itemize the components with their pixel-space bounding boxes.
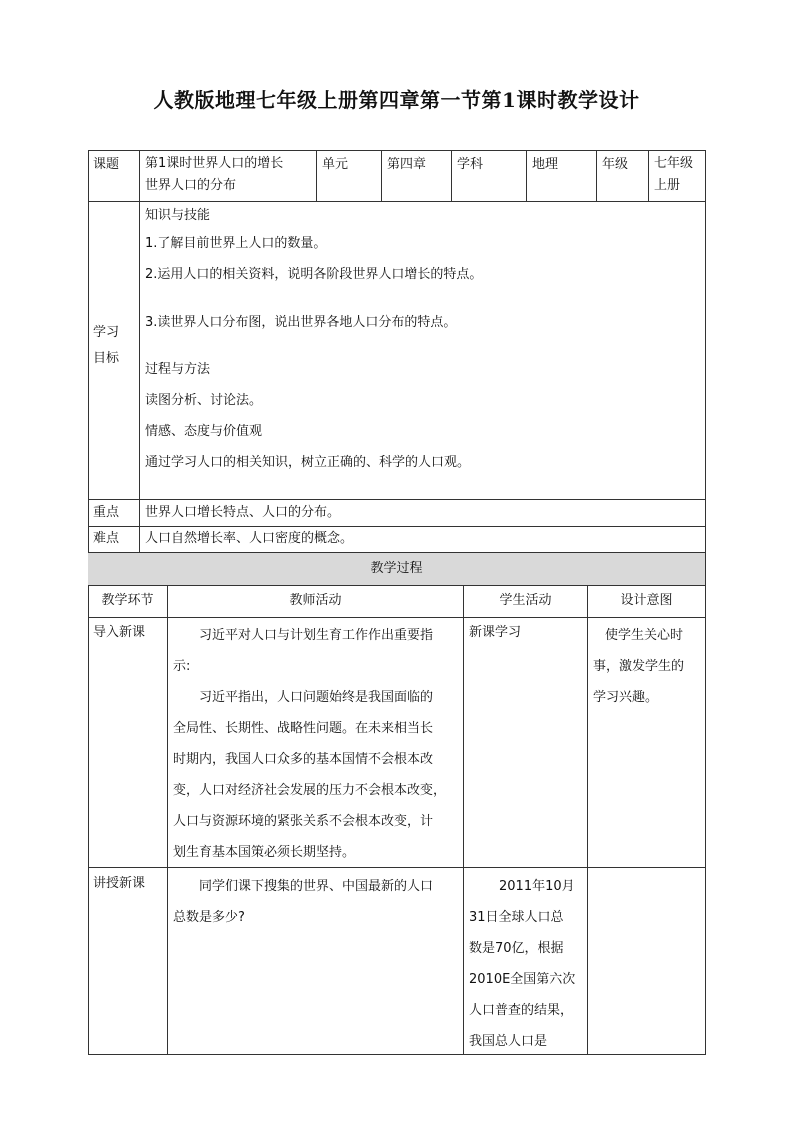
teacher-line: 习近平对人口与计划生育工作作出重要指 <box>199 628 434 643</box>
objectives-label-cell <box>88 202 140 500</box>
student-line: 31日全球人口总 <box>469 910 564 925</box>
objective-line: 通过学习人口的相关知识，树立正确的、科学的人口观。 <box>145 455 471 470</box>
key-points-value-cell <box>140 500 706 527</box>
intent-line: 事，激发学生的 <box>593 659 685 674</box>
grade-value-cell <box>649 150 706 202</box>
process-heading-cell <box>88 553 706 586</box>
student-activity: 新课学习 <box>469 625 522 640</box>
grade-label: 年级 <box>602 157 629 172</box>
objective-line: 2.运用人口的相关资料，说明各阶段世界人口增长的特点。 <box>145 267 483 282</box>
difficulties-label: 难点 <box>93 531 120 546</box>
grade-value-line1: 七年级 <box>654 156 694 171</box>
objective-line: 1.了解目前世界上人口的数量。 <box>145 236 327 251</box>
teacher-line: 总数是多少? <box>173 910 245 925</box>
objective-line: 3.读世界人口分布图，说出世界各地人口分布的特点。 <box>145 315 457 330</box>
unit-value: 第四章 <box>387 157 427 172</box>
student-activity-cell <box>464 868 588 1055</box>
teacher-line: 全局性、长期性、战略性问题。在未来相当长 <box>173 721 434 736</box>
intent-line: 学习兴趣。 <box>593 690 659 705</box>
teacher-line: 示: <box>173 659 191 674</box>
unit-label-cell <box>317 150 382 202</box>
unit-label: 单元 <box>322 157 349 172</box>
lesson-label-cell <box>88 150 140 202</box>
grade-label-cell <box>597 150 649 202</box>
lesson-label: 课题 <box>93 157 120 172</box>
difficulties-value-cell <box>140 527 706 553</box>
student-activity-cell <box>464 618 588 868</box>
subject-value-cell <box>527 150 597 202</box>
column-header-intent <box>588 586 706 618</box>
column-header-label: 学生活动 <box>499 593 552 608</box>
subject-value: 地理 <box>532 157 559 172</box>
column-header-label: 设计意图 <box>620 593 673 608</box>
lesson-value-cell <box>140 150 317 202</box>
objectives-label-line2: 目标 <box>93 351 120 366</box>
subject-label-cell <box>452 150 527 202</box>
column-header-stage <box>88 586 168 618</box>
student-line: 我国总人口是 <box>469 1034 548 1049</box>
stage-cell <box>88 618 168 868</box>
column-header-teacher <box>168 586 464 618</box>
grade-value-line2: 上册 <box>654 178 681 193</box>
subject-label: 学科 <box>457 157 484 172</box>
teacher-line: 同学们课下搜集的世界、中国最新的人口 <box>199 879 434 894</box>
column-header-student <box>464 586 588 618</box>
teacher-line: 划生育基本国策必须长期坚持。 <box>173 845 356 860</box>
column-header-label: 教学环节 <box>101 593 154 608</box>
teacher-line: 人口与资源环境的紧张关系不会根本改变，计 <box>173 814 434 829</box>
document-title: 人教版地理七年级上册第四章第一节第1课时教学设计 <box>153 88 640 112</box>
objective-line: 读图分析、讨论法。 <box>145 393 263 408</box>
objective-line <box>145 342 700 358</box>
student-line: 数是70亿，根据 <box>469 941 564 956</box>
objective-line: 知识与技能 <box>145 208 211 223</box>
column-header-label: 教师活动 <box>289 593 342 608</box>
objective-line <box>145 295 700 311</box>
intent-line: 使学生关心时 <box>605 628 684 643</box>
key-points-value: 世界人口增长特点、人口的分布。 <box>145 505 341 520</box>
student-line: 2010E全国第六次 <box>469 972 576 987</box>
design-intent-cell <box>588 618 706 868</box>
stage-cell <box>88 868 168 1055</box>
teacher-line: 时期内，我国人口众多的基本国情不会根本改 <box>173 752 434 767</box>
stage-label: 导入新课 <box>93 625 146 640</box>
difficulties-value: 人口自然增长率、人口密度的概念。 <box>145 531 354 546</box>
objectives-label-line1: 学习 <box>93 325 120 340</box>
student-line: 2011年10月 <box>499 879 575 894</box>
teacher-line: 习近平指出，人口问题始终是我国面临的 <box>199 690 434 705</box>
key-points-label: 重点 <box>93 505 120 520</box>
objectives-content-cell <box>140 202 706 500</box>
design-intent-cell <box>588 868 706 1055</box>
lesson-title-line1: 第1课时世界人口的增长 <box>145 156 284 171</box>
difficulties-label-cell <box>88 527 140 553</box>
teacher-line: 变，人口对经济社会发展的压力不会根本改变， <box>173 783 447 798</box>
lesson-title-line2: 世界人口的分布 <box>145 178 237 193</box>
stage-label: 讲授新课 <box>93 876 146 891</box>
objective-line: 情感、态度与价值观 <box>145 424 263 439</box>
teacher-activity-cell <box>168 868 464 1055</box>
teacher-activity-cell <box>168 618 464 868</box>
objective-line: 过程与方法 <box>145 362 211 377</box>
key-points-label-cell <box>88 500 140 527</box>
process-heading: 教学过程 <box>370 561 423 576</box>
student-line: 人口普查的结果， <box>469 1003 574 1018</box>
unit-value-cell <box>382 150 452 202</box>
